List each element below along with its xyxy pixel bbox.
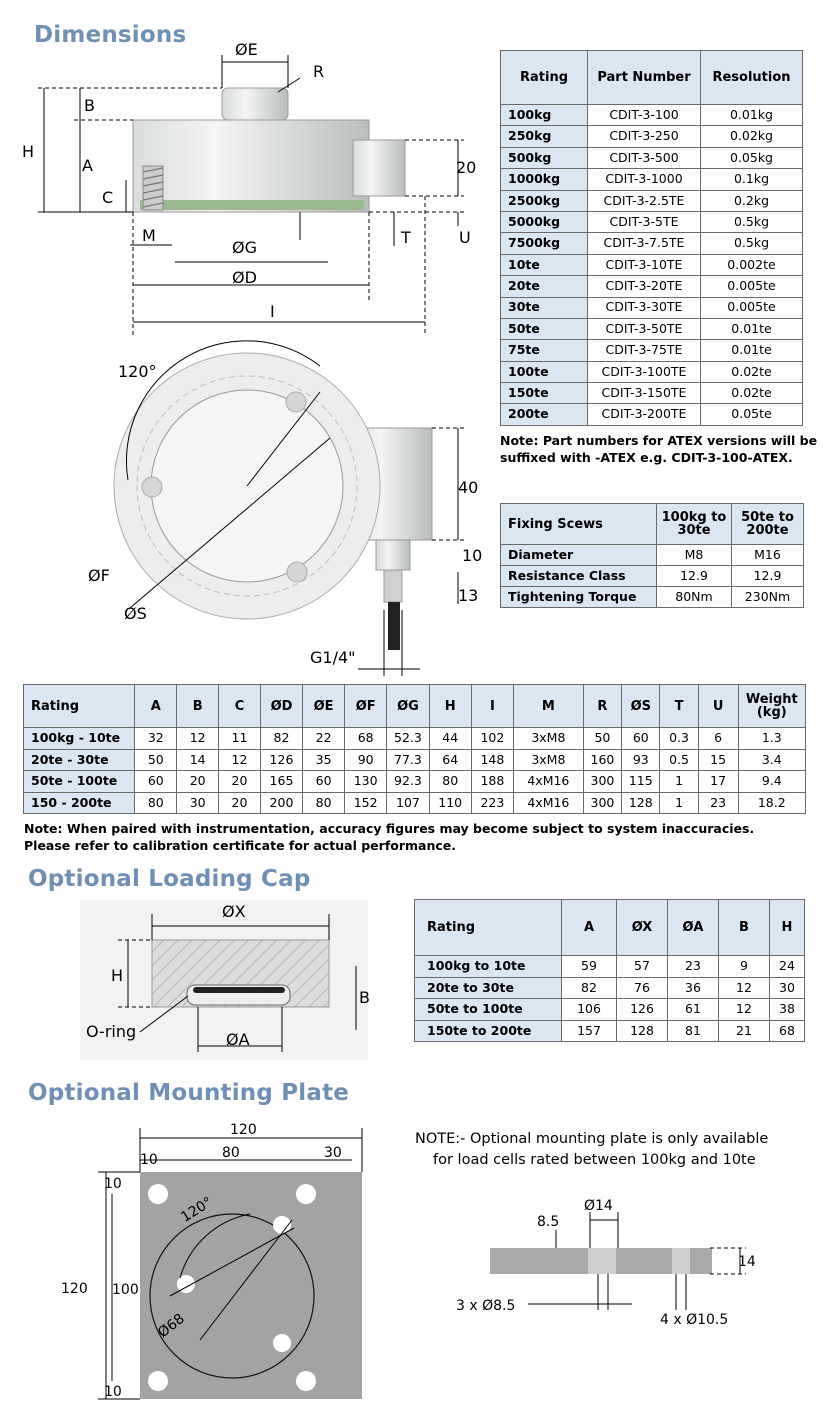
plate-label-10a: 10 <box>104 1176 122 1192</box>
screws-header-1: 100kg to 30te <box>657 504 732 545</box>
dims-cell: 92.3 <box>387 771 429 793</box>
label-u: U <box>459 228 471 247</box>
dims-rating: 150 - 200te <box>24 792 135 814</box>
dims-cell: 23 <box>698 792 738 814</box>
cap-rating: 150te to 200te <box>415 1020 562 1042</box>
dims-row <box>24 749 806 771</box>
parts-resolution: 0.1kg <box>701 169 803 190</box>
dims-cell: 126 <box>260 749 302 771</box>
label-h: H <box>22 142 35 161</box>
parts-rating: 1000kg <box>501 169 588 190</box>
screws-cell: 230Nm <box>732 587 804 608</box>
parts-part-number: CDIT-3-20TE <box>588 276 701 297</box>
dims-header: C <box>219 685 261 728</box>
parts-part-number: CDIT-3-30TE <box>588 297 701 318</box>
screws-header-2: 50te to 200te <box>732 504 804 545</box>
cap-label-x: ØX <box>222 902 246 921</box>
dims-header: B <box>177 685 219 728</box>
dims-cell: 15 <box>698 749 738 771</box>
cap-cell: 21 <box>719 1020 770 1042</box>
plate-label-30: 30 <box>324 1145 342 1161</box>
dims-cell: 1.3 <box>738 728 805 750</box>
parts-row <box>501 404 803 425</box>
dims-cell: 107 <box>387 792 429 814</box>
screws-cell: M16 <box>732 545 804 566</box>
top-view-drawing <box>114 341 464 676</box>
mounting-plate-title: Optional Mounting Plate <box>28 1080 350 1106</box>
dims-header: R <box>583 685 621 728</box>
parts-part-number: CDIT-3-100 <box>588 105 701 126</box>
label-20: 20 <box>456 158 477 177</box>
label-13: 13 <box>458 586 479 605</box>
dims-row <box>24 728 806 750</box>
cap-cell: 81 <box>668 1020 719 1042</box>
dims-cell: 52.3 <box>387 728 429 750</box>
dims-note-1: Note: When paired with instrumentation, accuracy figures may become subject to system inaccuracies. <box>24 821 755 836</box>
cap-cell: 128 <box>617 1020 668 1042</box>
parts-row <box>501 340 803 361</box>
cap-cell: 12 <box>719 999 770 1021</box>
label-angle: 120° <box>118 362 157 381</box>
dims-header: I <box>471 685 513 728</box>
dims-row <box>24 792 806 814</box>
label-i: I <box>270 302 275 321</box>
dims-cell: 50 <box>583 728 621 750</box>
plate-label-10b: 10 <box>104 1384 122 1400</box>
label-10: 10 <box>462 546 483 565</box>
parts-part-number: CDIT-3-50TE <box>588 318 701 339</box>
dims-cell: 0.3 <box>660 728 698 750</box>
plate-label-angle: 120° <box>178 1194 216 1226</box>
cap-cell: 61 <box>668 999 719 1021</box>
label-t: T <box>401 228 411 247</box>
plate-label-80: 80 <box>222 1145 240 1161</box>
label-b: B <box>84 96 95 115</box>
cap-cell: 59 <box>562 956 617 978</box>
cap-label-a: ØA <box>226 1030 250 1049</box>
plate-label-14: 14 <box>738 1254 756 1270</box>
dims-header: A <box>135 685 177 728</box>
dims-cell: 12 <box>219 749 261 771</box>
parts-row <box>501 318 803 339</box>
dims-header: ØD <box>260 685 302 728</box>
loading-cap-title: Optional Loading Cap <box>28 866 311 892</box>
parts-row <box>501 190 803 211</box>
dims-cell: 3.4 <box>738 749 805 771</box>
cap-cell: 68 <box>770 1020 805 1042</box>
dims-cell: 128 <box>622 792 660 814</box>
dims-cell: 160 <box>583 749 621 771</box>
dims-cell: 223 <box>471 792 513 814</box>
cap-cell: 106 <box>562 999 617 1021</box>
parts-rating: 10te <box>501 254 588 275</box>
dims-cell: 200 <box>260 792 302 814</box>
parts-resolution: 0.5kg <box>701 211 803 232</box>
dims-header: U <box>698 685 738 728</box>
cap-label-oring: O-ring <box>86 1022 137 1041</box>
dims-cell: 9.4 <box>738 771 805 793</box>
label-d: ØD <box>232 268 257 287</box>
label-s: ØS <box>124 604 147 623</box>
parts-row <box>501 361 803 382</box>
cap-rating: 100kg to 10te <box>415 956 562 978</box>
dims-cell: 77.3 <box>387 749 429 771</box>
label-c: C <box>102 188 114 207</box>
parts-resolution: 0.02te <box>701 361 803 382</box>
label-40: 40 <box>458 478 479 497</box>
parts-resolution: 0.05kg <box>701 147 803 168</box>
dims-cell: 102 <box>471 728 513 750</box>
parts-resolution: 0.01te <box>701 340 803 361</box>
dims-cell: 32 <box>135 728 177 750</box>
cap-cell: 30 <box>770 977 805 999</box>
dims-cell: 4xM16 <box>514 771 584 793</box>
screws-row-label: Diameter <box>501 545 657 566</box>
dims-cell: 35 <box>303 749 345 771</box>
dims-cell: 17 <box>698 771 738 793</box>
dims-cell: 18.2 <box>738 792 805 814</box>
dims-header: ØG <box>387 685 429 728</box>
dims-cell: 4xM16 <box>514 792 584 814</box>
cap-row <box>415 1020 805 1042</box>
parts-rating: 20te <box>501 276 588 297</box>
cap-header: ØA <box>668 900 719 956</box>
parts-rating: 30te <box>501 297 588 318</box>
cap-cell: 38 <box>770 999 805 1021</box>
dims-cell: 115 <box>622 771 660 793</box>
cap-rating: 50te to 100te <box>415 999 562 1021</box>
dims-cell: 68 <box>345 728 387 750</box>
label-r: R <box>313 62 325 81</box>
dims-cell: 1 <box>660 771 698 793</box>
parts-resolution: 0.5kg <box>701 233 803 254</box>
label-g: ØG <box>232 238 257 257</box>
dims-cell: 6 <box>698 728 738 750</box>
cap-table <box>414 899 805 1042</box>
dims-header: Rating <box>24 685 135 728</box>
dimensions-title: Dimensions <box>34 22 187 48</box>
plate-note-line1: NOTE:- Optional mounting plate is only available <box>415 1131 769 1147</box>
parts-resolution: 0.05te <box>701 404 803 425</box>
parts-rating: 500kg <box>501 147 588 168</box>
dims-cell: 300 <box>583 771 621 793</box>
parts-row <box>501 383 803 404</box>
dims-cell: 188 <box>471 771 513 793</box>
dims-cell: 80 <box>303 792 345 814</box>
parts-row <box>501 169 803 190</box>
parts-rating: 2500kg <box>501 190 588 211</box>
cap-cell: 126 <box>617 999 668 1021</box>
parts-rating: 100te <box>501 361 588 382</box>
dims-cell: 3xM8 <box>514 749 584 771</box>
dims-header: ØF <box>345 685 387 728</box>
cap-header: B <box>719 900 770 956</box>
dims-rating: 100kg - 10te <box>24 728 135 750</box>
cap-header: A <box>562 900 617 956</box>
dims-cell: 20 <box>177 771 219 793</box>
parts-resolution: 0.01te <box>701 318 803 339</box>
parts-part-number: CDIT-3-250 <box>588 126 701 147</box>
parts-row <box>501 211 803 232</box>
parts-part-number: CDIT-3-7.5TE <box>588 233 701 254</box>
dims-cell: 90 <box>345 749 387 771</box>
screws-header-0: Fixing Scews <box>501 504 657 545</box>
parts-row <box>501 297 803 318</box>
dims-cell: 12 <box>177 728 219 750</box>
parts-row <box>501 105 803 126</box>
plate-label-85: 8.5 <box>537 1214 560 1230</box>
plate-label-100: 100 <box>112 1282 139 1298</box>
dims-cell: 50 <box>135 749 177 771</box>
label-f: ØF <box>88 566 110 585</box>
parts-table <box>500 50 803 426</box>
cap-row <box>415 999 805 1021</box>
parts-rating: 200te <box>501 404 588 425</box>
dims-cell: 82 <box>260 728 302 750</box>
parts-note: Note: Part numbers for ATEX versions will be suffixed with -ATEX e.g. CDIT-3-100-ATEX. <box>500 433 818 465</box>
dims-header: ØS <box>622 685 660 728</box>
plate-label-holes3: 3 x Ø8.5 <box>456 1298 516 1314</box>
plate-label-120w: 120 <box>230 1122 257 1138</box>
dims-cell: 152 <box>345 792 387 814</box>
cap-header: H <box>770 900 805 956</box>
mounting-plate-drawing <box>98 1128 746 1399</box>
dims-cell: 60 <box>622 728 660 750</box>
screws-row-label: Tightening Torque <box>501 587 657 608</box>
dims-cell: 60 <box>135 771 177 793</box>
parts-resolution: 0.002te <box>701 254 803 275</box>
dims-rating: 20te - 30te <box>24 749 135 771</box>
cap-cell: 157 <box>562 1020 617 1042</box>
dims-cell: 110 <box>429 792 471 814</box>
parts-rating: 250kg <box>501 126 588 147</box>
dims-cell: 64 <box>429 749 471 771</box>
parts-rating: 100kg <box>501 105 588 126</box>
dims-cell: 20 <box>219 771 261 793</box>
dims-header: Weight (kg) <box>738 685 805 728</box>
plate-label-holes4: 4 x Ø10.5 <box>660 1312 729 1328</box>
plate-label-10w: 10 <box>140 1152 158 1168</box>
dims-cell: 14 <box>177 749 219 771</box>
parts-resolution: 0.005te <box>701 276 803 297</box>
label-g14: G1/4" <box>310 648 356 667</box>
parts-part-number: CDIT-3-2.5TE <box>588 190 701 211</box>
dims-cell: 165 <box>260 771 302 793</box>
dims-rating: 50te - 100te <box>24 771 135 793</box>
parts-resolution: 0.02kg <box>701 126 803 147</box>
cap-label-h: H <box>111 966 124 985</box>
cap-cell: 36 <box>668 977 719 999</box>
cap-row <box>415 977 805 999</box>
dims-cell: 300 <box>583 792 621 814</box>
parts-rating: 150te <box>501 383 588 404</box>
cap-cell: 82 <box>562 977 617 999</box>
parts-part-number: CDIT-3-100TE <box>588 361 701 382</box>
parts-row <box>501 276 803 297</box>
cap-cell: 57 <box>617 956 668 978</box>
dims-cell: 130 <box>345 771 387 793</box>
label-e: ØE <box>235 40 258 59</box>
parts-part-number: CDIT-3-150TE <box>588 383 701 404</box>
dims-cell: 148 <box>471 749 513 771</box>
parts-part-number: CDIT-3-500 <box>588 147 701 168</box>
parts-header-rating: Rating <box>501 51 588 105</box>
screws-row-label: Resistance Class <box>501 566 657 587</box>
dims-header: ØE <box>303 685 345 728</box>
cap-header: ØX <box>617 900 668 956</box>
parts-resolution: 0.01kg <box>701 105 803 126</box>
dimensions-table <box>23 684 806 814</box>
parts-part-number: CDIT-3-10TE <box>588 254 701 275</box>
parts-part-number: CDIT-3-5TE <box>588 211 701 232</box>
parts-rating: 5000kg <box>501 211 588 232</box>
dims-cell: 44 <box>429 728 471 750</box>
screws-cell: 12.9 <box>657 566 732 587</box>
parts-resolution: 0.005te <box>701 297 803 318</box>
dims-cell: 60 <box>303 771 345 793</box>
parts-part-number: CDIT-3-75TE <box>588 340 701 361</box>
cap-cell: 23 <box>668 956 719 978</box>
dims-note-2: Please refer to calibration certificate for actual performance. <box>24 838 457 853</box>
cap-label-b: B <box>359 988 370 1007</box>
cap-header: Rating <box>415 900 562 956</box>
parts-part-number: CDIT-3-200TE <box>588 404 701 425</box>
parts-resolution: 0.2kg <box>701 190 803 211</box>
plate-label-d14: Ø14 <box>584 1198 613 1214</box>
dims-cell: 80 <box>429 771 471 793</box>
dims-cell: 30 <box>177 792 219 814</box>
dims-header: M <box>514 685 584 728</box>
plate-note-line2: for load cells rated between 100kg and 10te <box>433 1152 756 1168</box>
parts-part-number: CDIT-3-1000 <box>588 169 701 190</box>
dims-row <box>24 771 806 793</box>
parts-header-resolution: Resolution <box>701 51 803 105</box>
dims-cell: 93 <box>622 749 660 771</box>
screws-cell: 80Nm <box>657 587 732 608</box>
screws-cell: 12.9 <box>732 566 804 587</box>
parts-rating: 50te <box>501 318 588 339</box>
parts-rating: 7500kg <box>501 233 588 254</box>
cap-cell: 24 <box>770 956 805 978</box>
screws-table <box>500 503 804 608</box>
parts-row <box>501 233 803 254</box>
dims-cell: 3xM8 <box>514 728 584 750</box>
cap-cell: 9 <box>719 956 770 978</box>
dims-cell: 20 <box>219 792 261 814</box>
screws-cell: M8 <box>657 545 732 566</box>
parts-row <box>501 147 803 168</box>
parts-resolution: 0.02te <box>701 383 803 404</box>
cap-cell: 12 <box>719 977 770 999</box>
dims-cell: 0.5 <box>660 749 698 771</box>
label-m: M <box>142 226 156 245</box>
parts-rating: 75te <box>501 340 588 361</box>
cap-cell: 76 <box>617 977 668 999</box>
dims-cell: 1 <box>660 792 698 814</box>
label-a: A <box>82 156 93 175</box>
cap-row <box>415 956 805 978</box>
parts-row <box>501 254 803 275</box>
dims-cell: 22 <box>303 728 345 750</box>
dims-header: T <box>660 685 698 728</box>
dims-header: H <box>429 685 471 728</box>
dims-cell: 80 <box>135 792 177 814</box>
plate-label-d68: Ø68 <box>155 1310 188 1342</box>
cap-rating: 20te to 30te <box>415 977 562 999</box>
parts-header-part: Part Number <box>588 51 701 105</box>
dims-cell: 11 <box>219 728 261 750</box>
parts-row <box>501 126 803 147</box>
plate-label-120h: 120 <box>61 1281 88 1297</box>
